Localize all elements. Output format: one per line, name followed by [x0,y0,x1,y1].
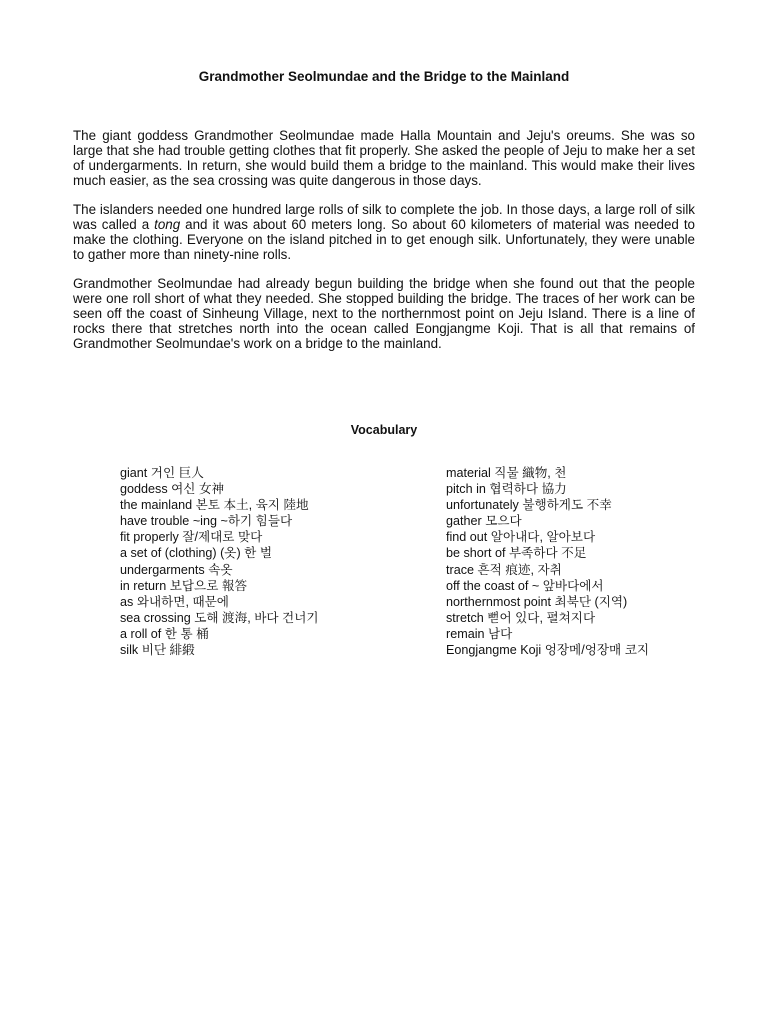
vocabulary-heading: Vocabulary [350,423,418,437]
vocab-item: as 와내하면, 때문에 [120,594,229,609]
paragraph-2-text-start: The islanders needed one hundred large rolls of silk to complete the job. In those days, a large roll of silk was called a [73,202,695,232]
vocab-item: find out 알아내다, 알아보다 [446,530,596,545]
paragraph-2-italic-term: tong [154,217,181,232]
vocab-item: gather 모으다 [446,514,522,529]
vocab-item: unfortunately 불행하게도 不幸 [446,498,612,513]
vocab-item: goddess 여신 女神 [120,482,225,497]
paragraph-3-text: Grandmother Seolmundae had already begun building the bridge when she found out that the people were one roll short of what they needed. She stopped building the bridge. The traces of her work can be seen off the coast of Sinheung Village, next to the northernmost point on Jeju Island. There is a line of rocks there that stretches north into the ocean called Eongjangme Koji. That is all that remains of Grandmother Seolmundae's work on a bridge to the mainland. [73,276,695,351]
vocab-item: pitch in 협력하다 協力 [446,482,567,497]
vocab-item: northernmost point 최북단 (지역) [446,594,628,609]
paragraph-2-text-end: and it was about 60 meters long. So about 60 kilometers of material was needed to make the clothing. Everyone on the island pitched in to get enough silk. Unfortunately, they were unable to gather more than ninety-nine rolls. [73,217,695,262]
vocab-item: fit properly 잘/제대로 맞다 [120,530,263,545]
vocab-item: undergarments 속옷 [120,562,233,577]
document-title: Grandmother Seolmundae and the Bridge to the Mainland [198,69,570,84]
vocab-item: stretch 뻗어 있다, 펼쳐지다 [446,610,596,625]
vocab-item: a set of (clothing) (옷) 한 벌 [120,546,272,561]
paragraph-1-text: The giant goddess Grandmother Seolmundae made Halla Mountain and Jeju's oreums. She was so large that she had trouble getting clothes that fit properly. She asked the people of Jeju to make her a set of undergarments. In return, she would build them a bridge to the mainland. This would make their lives much easier, as the sea crossing was quite dangerous in those days. [73,128,695,188]
vocab-item: off the coast of ~ 앞바다에서 [446,578,604,593]
vocab-item: material 직물 織物, 천 [446,466,567,480]
vocab-item: trace 흔적 痕迹, 자취 [446,562,562,577]
vocab-item: in return 보답으로 報答 [120,578,248,593]
vocab-item: have trouble ~ing ~하기 힘들다 [120,514,293,529]
paragraph-3 [73,276,695,351]
vocabulary-list-left [120,465,420,658]
story-body [73,128,695,365]
vocab-item: silk 비단 緋緞 [120,643,195,658]
vocab-item: remain 남다 [446,626,513,641]
vocab-item: sea crossing 도해 渡海, 바다 건너기 [120,610,319,625]
vocab-item: a roll of 한 통 桶 [120,626,209,641]
vocab-item: giant 거인 巨人 [120,466,204,480]
vocab-item: the mainland 본토 本土, 육지 陸地 [120,498,309,513]
paragraph-2 [73,202,695,262]
vocab-item: Eongjangme Koji 엉장메/엉장매 코지 [446,643,650,658]
paragraph-1 [73,128,695,188]
vocabulary-list-right [446,465,746,658]
vocab-item: be short of 부족하다 不足 [446,546,587,561]
